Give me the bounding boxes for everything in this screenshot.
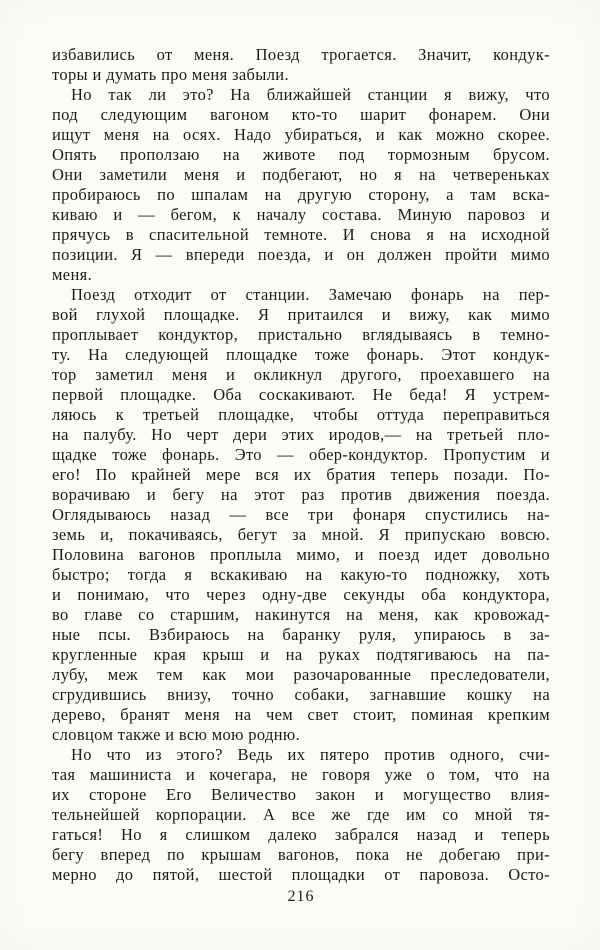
text-line: Оглядываюсь назад — все три фонаря спустились на-	[52, 505, 550, 524]
text-line: пробираюсь по шпалам на другую сторону, а там вска-	[52, 185, 550, 204]
text-line: бегу вперед по крышам вагонов, пока не добегаю при-	[52, 845, 550, 864]
text-line: гаться! Но я слишком далеко забрался назад и теперь	[52, 825, 550, 844]
text-line: и понимаю, что через одну-две секунды оба кондуктора,	[52, 585, 550, 604]
text-line: во главе со старшим, накинутся на меня, как кровожад-	[52, 605, 550, 624]
text-line: тая машиниста и кочегара, не говоря уже о том, что на	[52, 765, 550, 784]
page-text	[52, 45, 550, 885]
text-line: киваю и — бегом, к началу состава. Миную паровоз и	[52, 205, 550, 224]
text-line: ные псы. Взбираюсь на баранку руля, упираюсь в за-	[52, 625, 550, 644]
text-line: прячусь в спасительной темноте. И снова я на исходной	[52, 225, 550, 244]
text-line: Они заметили меня и подбегают, но я на четвереньках	[52, 165, 550, 184]
text-line: его! По крайней мере вся их братия теперь позади. По-	[52, 465, 550, 484]
text-line: Половина вагонов проплыла мимо, и поезд идет довольно	[52, 545, 550, 564]
text-line: кругленные края крыш и на руках подтягиваюсь на па-	[52, 645, 550, 664]
text-line: избавились от меня. Поезд трогается. Значит, кондук-	[52, 45, 550, 64]
text-line: ищут меня на осях. Надо убираться, и как можно скорее.	[52, 125, 550, 144]
text-line: ворачиваю и бегу на этот раз против движения поезда.	[52, 485, 550, 504]
text-line: земь и, покачиваясь, бегут за мной. Я припускаю вовсю.	[52, 525, 550, 544]
text-line: Но так ли это? На ближайшей станции я вижу, что	[71, 85, 550, 104]
text-line: ляюсь к третьей площадке, чтобы оттуда переправиться	[52, 405, 550, 424]
text-line: дерево, бранят меня на чем свет стоит, поминая крепким	[52, 705, 550, 724]
text-line: позиции. Я — впереди поезда, и он должен пройти мимо	[52, 245, 550, 264]
text-line: тельнейшей корпорации. А все же где им со мной тя-	[52, 805, 550, 824]
text-line: сгрудившись внизу, точно собаки, загнавшие кошку на	[52, 685, 550, 704]
text-line: ту. На следующей площадке тоже фонарь. Этот кондук-	[52, 345, 550, 364]
text-line: Опять проползаю на животе под тормозным брусом.	[52, 145, 550, 164]
text-line: щадке тоже фонарь. Это — обер-кондуктор. Пропустим и	[52, 445, 550, 464]
text-line: словцом также и всю мою родню.	[52, 725, 301, 744]
text-line: меня.	[52, 265, 93, 284]
text-line: Поезд отходит от станции. Замечаю фонарь на пер-	[71, 285, 550, 304]
text-line: торы и думать про меня забыли.	[52, 65, 289, 84]
text-line: лубу, меж тем как мои разочарованные преследователи,	[52, 665, 550, 684]
text-line: первой площадке. Оба соскакивают. Не беда! Я устрем-	[52, 385, 550, 404]
text-line: тор заметил меня и окликнул другого, проехавшего на	[52, 365, 550, 384]
text-line: быстро; тогда я вскакиваю на какую-то подножку, хоть	[52, 565, 550, 584]
text-line: вой глухой площадке. Я притаился и вижу, как мимо	[52, 305, 550, 324]
text-line: на палубу. Но черт дери этих иродов,— на третьей пло-	[52, 425, 550, 444]
text-line: мерно до пятой, шестой площадки от паровоза. Осто-	[52, 865, 550, 884]
text-line: их стороне Его Величество закон и могущество влия-	[52, 785, 550, 804]
text-line: Но что из этого? Ведь их пятеро против одного, счи-	[71, 745, 550, 764]
text-line: под следующим вагоном кто-то шарит фонарем. Они	[52, 105, 550, 124]
text-line: проплывает кондуктор, пристально вглядываясь в темно-	[52, 325, 550, 344]
page-number: 216	[287, 888, 315, 905]
